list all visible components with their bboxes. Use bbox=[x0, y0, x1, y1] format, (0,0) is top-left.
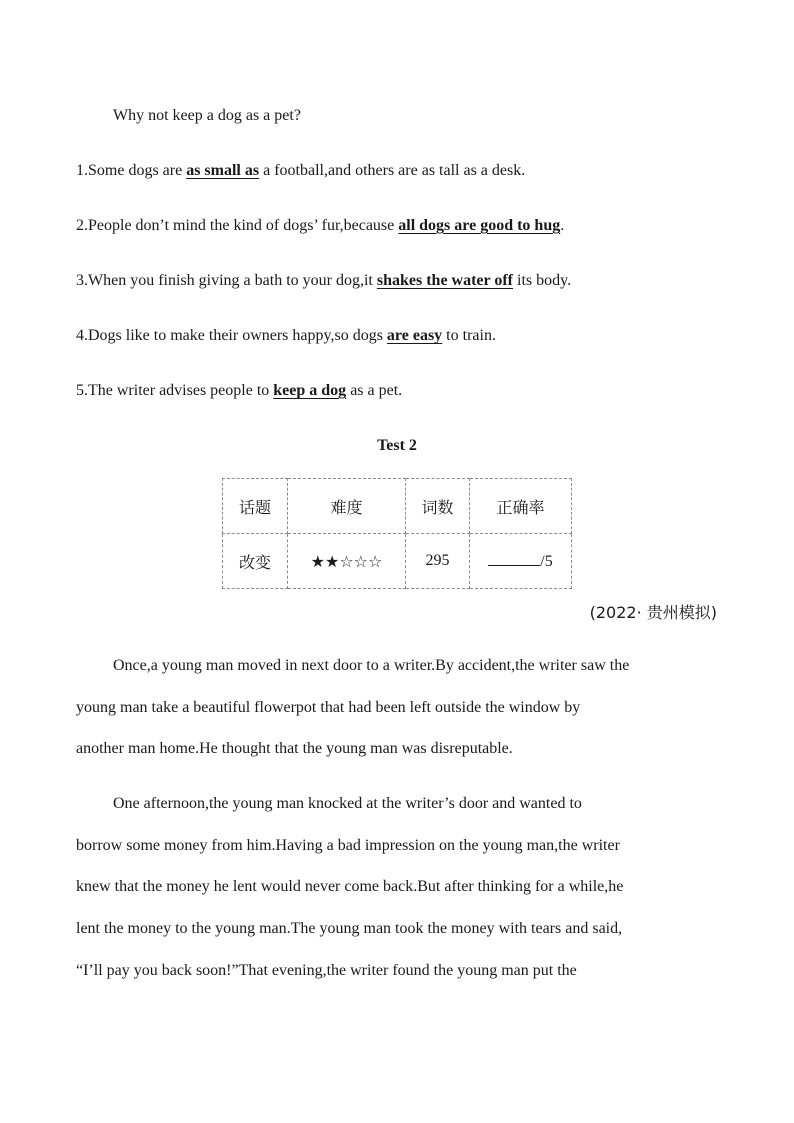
table-value-row bbox=[223, 534, 572, 589]
question-3-before: 3.When you finish giving a bath to your dog,it bbox=[76, 272, 377, 289]
table-header-row bbox=[223, 479, 572, 534]
paragraph-1-line-3: another man home.He thought that the young man was disreputable. bbox=[76, 740, 513, 758]
question-4-before: 4.Dogs like to make their owners happy,so dogs bbox=[76, 327, 387, 344]
paragraph-2-line-4: lent the money to the young man.The young man took the money with tears and said, bbox=[76, 920, 623, 938]
question-4-answer: are easy bbox=[386, 327, 443, 344]
question-1 bbox=[76, 161, 525, 181]
source-note bbox=[590, 603, 717, 624]
test-title: Test 2 bbox=[377, 437, 417, 454]
question-1-answer: as small as bbox=[186, 162, 260, 179]
question-3-after: its body. bbox=[513, 272, 572, 289]
accuracy-cell bbox=[470, 534, 572, 589]
question-2-before: 2.People don’t mind the kind of dogs’ fur,because bbox=[76, 217, 399, 234]
question-4 bbox=[76, 326, 496, 346]
passage-paragraph-2 bbox=[76, 783, 718, 992]
difficulty-stars: ★★☆☆☆ bbox=[288, 534, 406, 589]
accuracy-blank[interactable] bbox=[488, 551, 540, 566]
paragraph-2-line-3: knew that the money he lent would never come back.But after thinking for a while,he bbox=[76, 878, 624, 896]
topic-value: 改变 bbox=[223, 534, 288, 589]
paragraph-2-line-2: borrow some money from him.Having a bad impression on the young man,the writer bbox=[76, 836, 620, 854]
paragraph-2-line-1: One afternoon,the young man knocked at the writer’s door and wanted to bbox=[113, 795, 582, 812]
paragraph-1-line-1: Once,a young man moved in next door to a writer.By accident,the writer saw the bbox=[113, 657, 630, 674]
question-5-answer: keep a dog bbox=[273, 382, 347, 399]
question-5 bbox=[76, 381, 402, 401]
header-topic: 话题 bbox=[223, 479, 288, 534]
question-heading: Why not keep a dog as a pet? bbox=[113, 107, 301, 124]
source-text: (2022· 贵州模拟) bbox=[589, 603, 717, 622]
question-4-after: to train. bbox=[442, 327, 496, 344]
header-accuracy: 正确率 bbox=[470, 479, 572, 534]
question-3-answer: shakes the water off bbox=[376, 272, 513, 289]
question-5-after: as a pet. bbox=[346, 382, 403, 399]
question-2-after: . bbox=[560, 217, 565, 234]
accuracy-suffix: /5 bbox=[540, 553, 553, 570]
word-count-value: 295 bbox=[406, 534, 470, 589]
question-1-after: a football,and others are as tall as a desk. bbox=[259, 162, 526, 179]
paragraph-1-line-2: young man take a beautiful flowerpot that had been left outside the window by bbox=[76, 698, 581, 716]
header-difficulty: 难度 bbox=[288, 479, 406, 534]
test-info-table bbox=[222, 478, 572, 589]
question-5-before: 5.The writer advises people to bbox=[76, 382, 274, 399]
question-3 bbox=[76, 271, 571, 291]
question-2 bbox=[76, 216, 564, 236]
passage-paragraph-1 bbox=[76, 645, 718, 770]
paragraph-2-line-5: “I’ll pay you back soon!”That evening,the writer found the young man put the bbox=[76, 961, 577, 979]
header-word-count: 词数 bbox=[406, 479, 470, 534]
question-1-before: 1.Some dogs are bbox=[76, 162, 187, 179]
question-2-answer: all dogs are good to hug bbox=[398, 217, 561, 234]
